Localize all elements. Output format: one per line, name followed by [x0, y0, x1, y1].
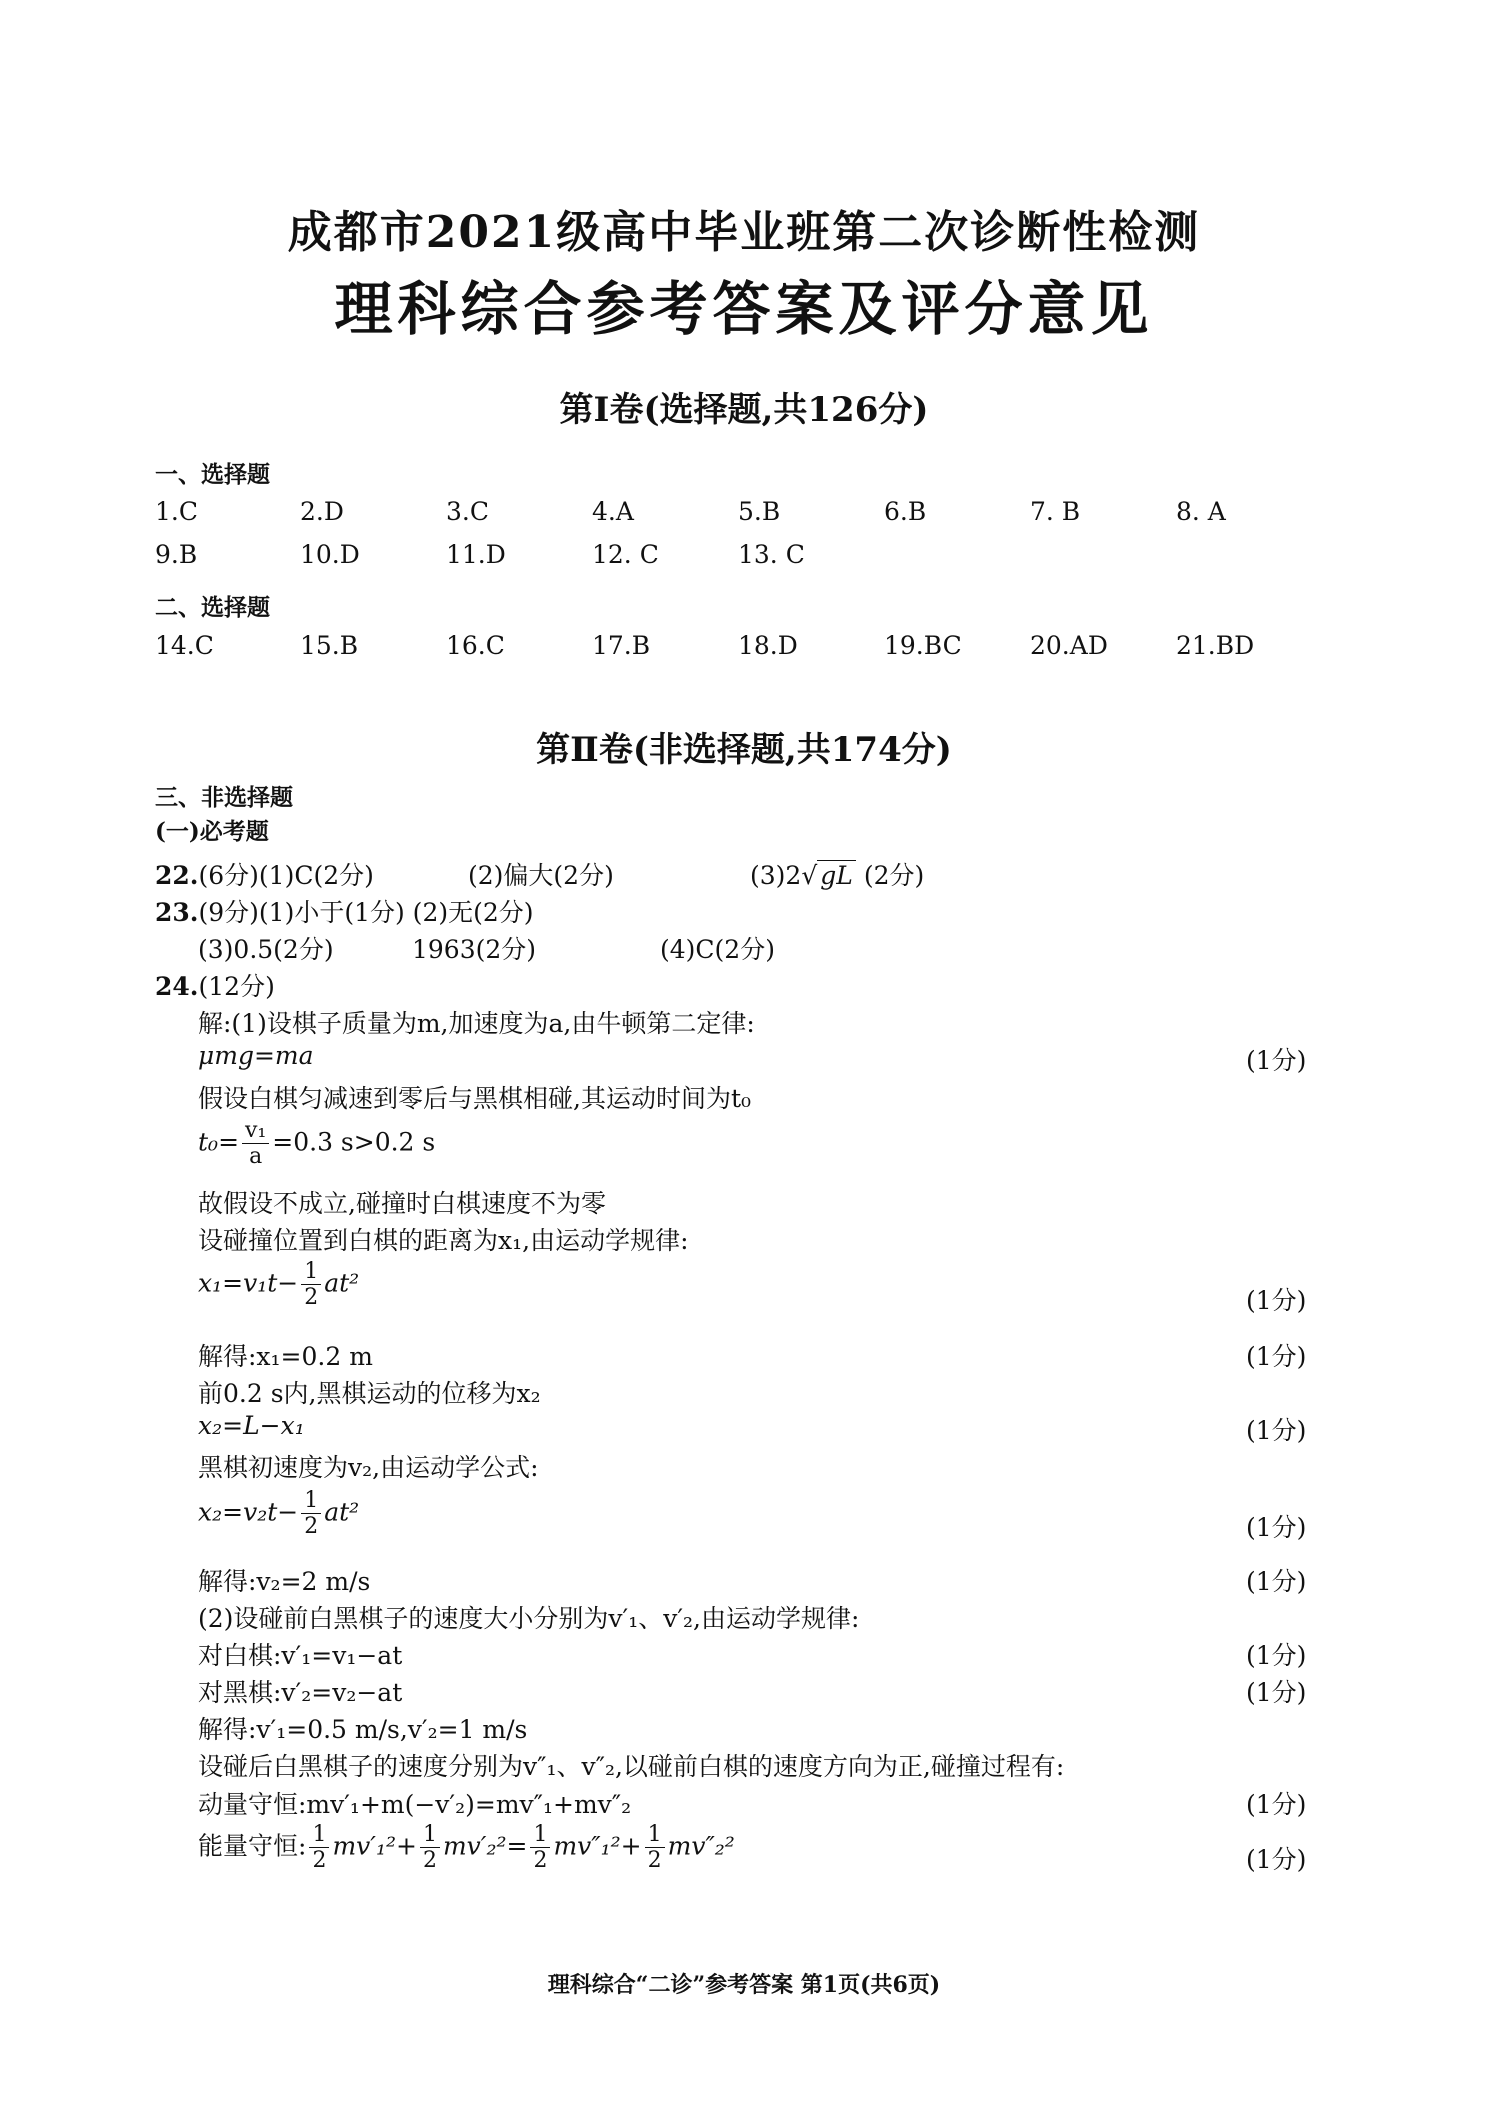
required-questions-label: (一)必考题 — [155, 818, 269, 845]
q23-line1 — [155, 893, 534, 929]
answer-6: 6.B — [884, 497, 927, 526]
q23-line2c: (4)C(2分) — [660, 935, 775, 964]
fraction-half: $\frac{1}{2}$ — [309, 1822, 329, 1874]
q24-points: (12分) — [198, 972, 275, 1001]
answer-10: 10.D — [300, 540, 360, 569]
q24-line13: 解得:v₂=2 m/s — [198, 1567, 371, 1596]
fraction-half: $\frac{1}{2}$ — [301, 1488, 321, 1540]
q24-line12: x₂=v₂t− $\frac{1}{2}$ at² — [198, 1488, 360, 1540]
answer-18: 18.D — [738, 631, 798, 660]
score-10: (1分) — [1246, 1845, 1307, 1874]
q22-line — [155, 856, 374, 892]
part2-heading: 第Ⅱ卷(非选择题,共174分) — [536, 730, 952, 770]
answer-11: 11.D — [446, 540, 506, 569]
answer-20: 20.AD — [1030, 631, 1108, 660]
q24-line3: 假设白棋匀减速到零后与黑棋相碰,其运动时间为t₀ — [198, 1084, 752, 1113]
q24-line18: 设碰后白黑棋子的速度分别为v″₁、v″₂,以碰前白棋的速度方向为正,碰撞过程有: — [198, 1752, 1065, 1781]
score-6: (1分) — [1246, 1567, 1307, 1596]
q22-part3-score: (2分) — [863, 861, 925, 890]
q22-part3 — [750, 856, 924, 892]
answer-8: 8. A — [1176, 497, 1226, 526]
q22-number: 22. — [155, 861, 199, 890]
section1-label: 一、选择题 — [155, 461, 270, 488]
q24-line20: 能量守恒: $\frac{1}{2}$ mv′₁²+ $\frac{1}{2}$ mv′₂²= $\frac{1}{2}$ mv″₁²+ $\frac{1}{2}$ mv″₂² — [198, 1822, 735, 1874]
q24-line1: 解:(1)设棋子质量为m,加速度为a,由牛顿第二定律: — [198, 1009, 755, 1038]
score-1: (1分) — [1246, 1046, 1307, 1075]
score-9: (1分) — [1246, 1790, 1307, 1819]
answer-16: 16.C — [446, 631, 505, 660]
fraction-half: $\frac{1}{2}$ — [530, 1822, 550, 1874]
q22-part3-pre: (3)2 — [750, 861, 802, 890]
score-7: (1分) — [1246, 1641, 1307, 1670]
q24-line16: 对黑棋:v′₂=v₂−at — [198, 1678, 403, 1707]
fraction-half: $\frac{1}{2}$ — [645, 1822, 665, 1874]
answer-21: 21.BD — [1176, 631, 1255, 660]
score-4: (1分) — [1246, 1416, 1307, 1445]
q23-line2a: (3)0.5(2分) — [198, 935, 334, 964]
page-footer: 理科综合“二诊”参考答案 第1页(共6页) — [547, 1972, 941, 1998]
sqrt-sign: √ — [801, 861, 818, 890]
answer-3: 3.C — [446, 497, 489, 526]
q24-line14: (2)设碰前白黑棋子的速度大小分别为v′₁、v′₂,由运动学规律: — [198, 1604, 860, 1633]
q24-line5: 故假设不成立,碰撞时白棋速度不为零 — [198, 1189, 606, 1218]
q24-line2: μmg=ma — [198, 1041, 314, 1070]
answer-1: 1.C — [155, 497, 198, 526]
answer-17: 17.B — [592, 631, 651, 660]
q23-number: 23. — [155, 898, 199, 927]
q22-part1: (6分)(1)C(2分) — [198, 861, 374, 890]
q24-line15: 对白棋:v′₁=v₁−at — [198, 1641, 403, 1670]
q24-line6: 设碰撞位置到白棋的距离为x₁,由运动学规律: — [198, 1226, 689, 1255]
fraction-half: $\frac{1}{2}$ — [301, 1259, 321, 1311]
fraction-half: $\frac{1}{2}$ — [420, 1822, 440, 1874]
q24-line8: 解得:x₁=0.2 m — [198, 1342, 373, 1371]
score-2: (1分) — [1246, 1286, 1307, 1315]
score-3: (1分) — [1246, 1342, 1307, 1371]
q24-line19: 动量守恒:mv′₁+m(−v′₂)=mv″₁+mv″₂ — [198, 1790, 632, 1819]
q24-line11: 黑棋初速度为v₂,由运动学公式: — [198, 1453, 539, 1482]
q22-part2: (2)偏大(2分) — [468, 861, 614, 890]
answer-5: 5.B — [738, 497, 781, 526]
q24-line4: t₀= $\frac{\text{v₁}}{a}$ =0.3 s>0.2 s — [198, 1118, 436, 1170]
answer-12: 12. C — [592, 540, 659, 569]
section3-label: 三、非选择题 — [155, 784, 293, 811]
q24-line7: x₁=v₁t− $\frac{1}{2}$ at² — [198, 1259, 360, 1311]
document-subtitle: 理科综合参考答案及评分意见 — [334, 275, 1154, 343]
answer-19: 19.BC — [884, 631, 962, 660]
section2-label: 二、选择题 — [155, 594, 270, 621]
q23-line1-text: (9分)(1)小于(1分) (2)无(2分) — [198, 898, 534, 927]
q23-line2b: 1963(2分) — [412, 935, 537, 964]
q24-header — [155, 967, 275, 1003]
answer-9: 9.B — [155, 540, 198, 569]
answer-15: 15.B — [300, 631, 359, 660]
answer-4: 4.A — [592, 497, 634, 526]
document-title: 成都市2021级高中毕业班第二次诊断性检测 — [287, 207, 1201, 258]
q22-radicand: gL — [817, 860, 856, 890]
q24-line9: 前0.2 s内,黑棋运动的位移为x₂ — [198, 1379, 541, 1408]
answer-13: 13. C — [738, 540, 805, 569]
q24-number: 24. — [155, 972, 199, 1001]
answer-7: 7. B — [1030, 497, 1081, 526]
answer-2: 2.D — [300, 497, 344, 526]
fraction-v1-a: $\frac{\text{v₁}}{a}$ — [242, 1118, 269, 1170]
score-8: (1分) — [1246, 1678, 1307, 1707]
q24-line10: x₂=L−x₁ — [198, 1411, 305, 1440]
part1-heading: 第Ⅰ卷(选择题,共126分) — [559, 390, 929, 430]
q24-line17: 解得:v′₁=0.5 m/s,v′₂=1 m/s — [198, 1715, 528, 1744]
answer-14: 14.C — [155, 631, 214, 660]
score-5: (1分) — [1246, 1513, 1307, 1542]
